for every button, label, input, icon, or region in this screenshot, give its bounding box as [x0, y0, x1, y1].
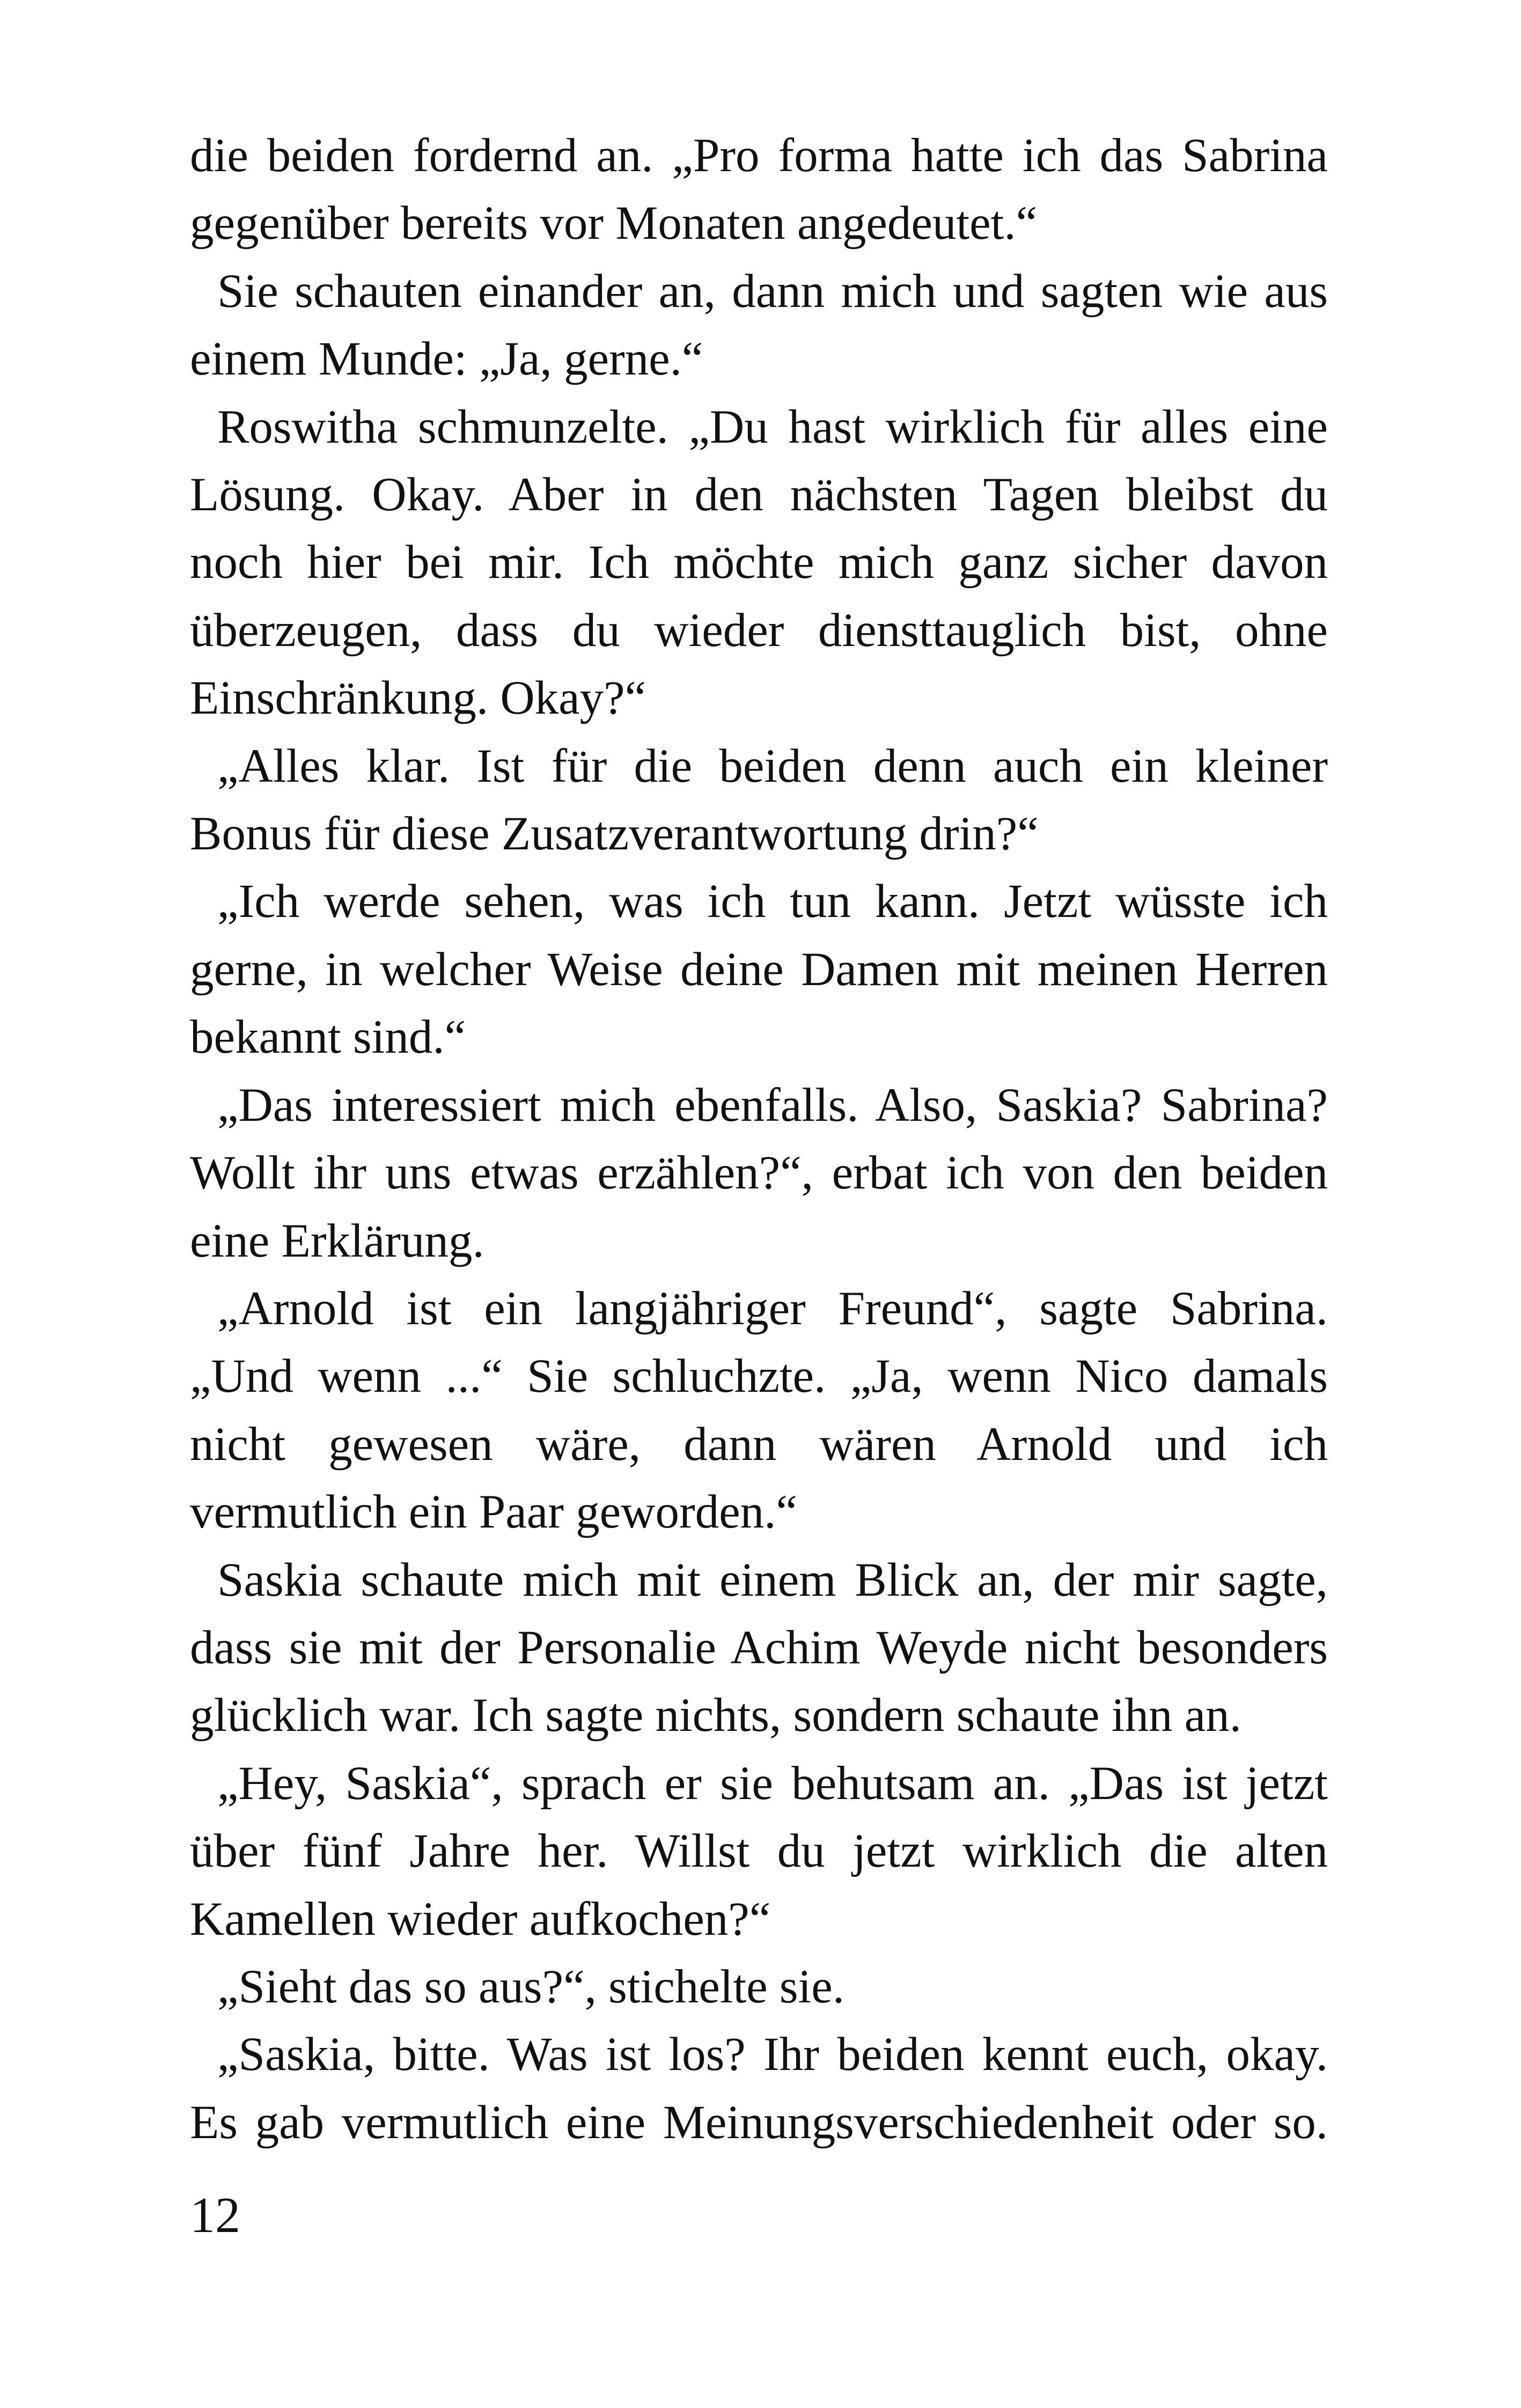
text-line: Einschränkung. Okay?“ [190, 672, 646, 725]
text-line: eine Erklärung. [190, 1214, 484, 1267]
text-line: vermutlich ein Paar geworden.“ [190, 1486, 797, 1539]
paragraph [190, 868, 1328, 1071]
text-line: Saskia schaute mich mit einem Blick an, der mir sagte, [217, 1553, 1328, 1606]
text-line: „Das interessiert mich ebenfalls. Also, Saskia? Sabrina? [217, 1078, 1328, 1132]
text-line: Es gab vermutlich eine Meinungsverschiedenheit oder so. [190, 2096, 1328, 2149]
text-line: die beiden fordernd an. „Pro forma hatte ich das Sabrina [190, 129, 1328, 182]
text-line: über fünf Jahre her. Willst du jetzt wirklich die alten [190, 1825, 1328, 1878]
paragraph [190, 1953, 1328, 2021]
text-line: Lösung. Okay. Aber in den nächsten Tagen bleibst du [190, 468, 1328, 522]
text-line: Sie schauten einander an, dann mich und sagten wie aus [217, 265, 1328, 318]
text-line: Wollt ihr uns etwas erzählen?“, erbat ich von den beiden [190, 1147, 1328, 1200]
text-line: Bonus für diese Zusatzverantwortung drin?“ [190, 807, 1039, 861]
text-line: Roswitha schmunzelte. „Du hast wirklich für alles eine [217, 400, 1328, 453]
paragraph [190, 393, 1328, 732]
text-line: noch hier bei mir. Ich möchte mich ganz sicher davon [190, 536, 1328, 589]
text-line: Kamellen wieder aufkochen?“ [190, 1892, 771, 1946]
paragraph [190, 1275, 1328, 1546]
text-line: gerne, in welcher Weise deine Damen mit meinen Herren [190, 943, 1328, 996]
text-line: überzeugen, dass du wieder diensttauglich bist, ohne [190, 604, 1328, 657]
paragraph [190, 2021, 1328, 2156]
text-line: glücklich war. Ich sagte nichts, sondern schaute ihn an. [190, 1689, 1241, 1742]
paragraph [190, 1546, 1328, 1750]
text-line: „Hey, Saskia“, sprach er sie behutsam an. „Das ist jetzt [217, 1757, 1328, 1810]
text-line: „Ich werde sehen, was ich tun kann. Jetzt wüsste ich [217, 875, 1328, 928]
text-line: „Alles klar. Ist für die beiden denn auch ein kleiner [217, 739, 1328, 792]
page-text [190, 122, 1328, 2156]
text-line: „Saskia, bitte. Was ist los? Ihr beiden kennt euch, okay. [217, 2028, 1328, 2081]
text-line: „Sieht das so aus?“, stichelte sie. [217, 1960, 845, 2013]
text-line: bekannt sind.“ [190, 1011, 466, 1064]
text-line: einem Munde: „Ja, gerne.“ [190, 333, 703, 386]
text-line: „Und wenn ...“ Sie schluchzte. „Ja, wenn Nico damals [190, 1350, 1328, 1403]
text-line: gegenüber bereits vor Monaten angedeutet.“ [190, 197, 1038, 250]
paragraph [190, 1071, 1328, 1275]
text-line: nicht gewesen wäre, dann wären Arnold und ich [190, 1418, 1328, 1471]
text-line: dass sie mit der Personalie Achim Weyde nicht besonders [190, 1621, 1328, 1674]
page-number: 12 [190, 2187, 240, 2243]
paragraph [190, 258, 1328, 393]
paragraph [190, 122, 1328, 258]
paragraph [190, 1750, 1328, 1953]
text-line: „Arnold ist ein langjähriger Freund“, sagte Sabrina. [217, 1282, 1328, 1335]
paragraph [190, 732, 1328, 868]
